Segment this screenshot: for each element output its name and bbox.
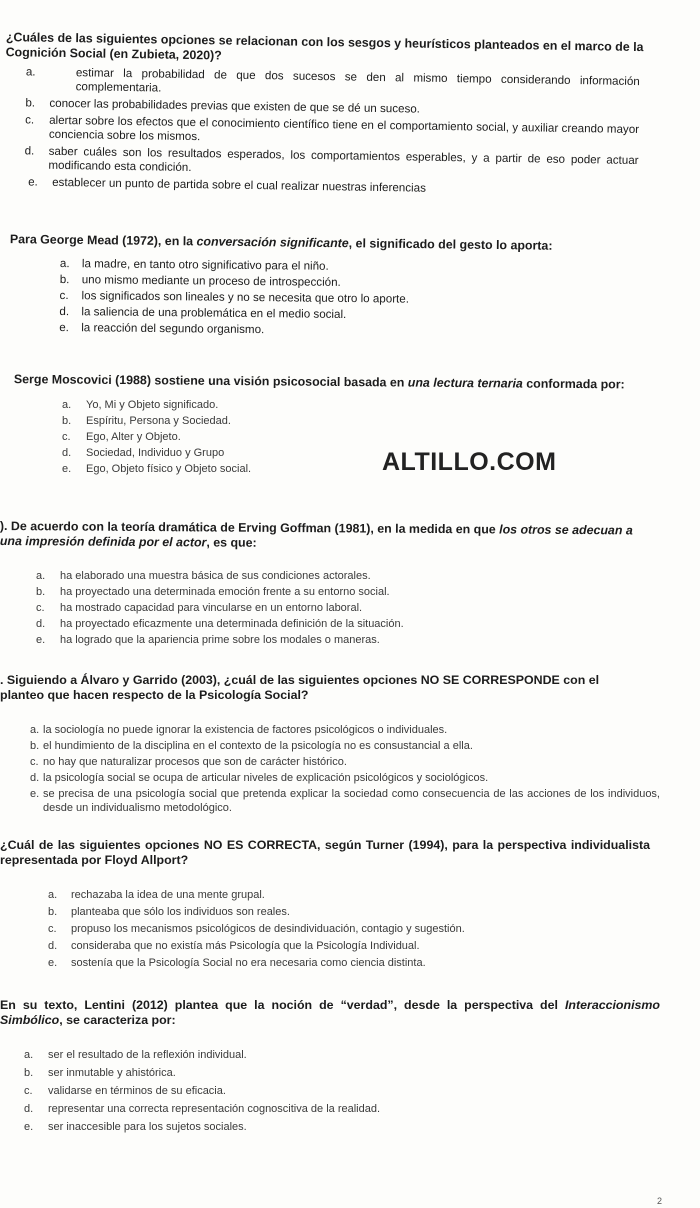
question-1-options [0, 65, 690, 200]
question-4-options [36, 569, 690, 647]
option-d [48, 939, 690, 953]
option-text: alertar sobre los efectos que el conocimiento científico tiene en el comportamiento social, y auxiliar creando mayor conciencia sobre los mismos. [48, 113, 640, 144]
option-text: Ego, Objeto físico y Objeto social. [86, 463, 252, 475]
option-letter: e. [48, 957, 58, 969]
question-5-stem: . Siguiendo a Álvaro y Garrido (2003), ¿cuál de las siguientes opciones NO SE CORRESPONDE con el planteo que hacen respecto de la Psicología Social? [0, 673, 600, 702]
option-letter: b. [36, 586, 46, 598]
option-letter: a. [36, 570, 46, 582]
question-2 [0, 232, 690, 335]
option-d [62, 446, 690, 460]
option-letter: d. [24, 1103, 34, 1115]
option-c [62, 430, 690, 444]
option-c [24, 1084, 690, 1098]
option-text: ser el resultado de la reflexión individual. [48, 1049, 247, 1061]
option-text: rechazaba la idea de una mente grupal. [71, 889, 265, 901]
option-letter: c. [48, 923, 57, 935]
option-text: se precisa de una psicología social que pretenda explicar la sociedad como consecuencia de las acciones de los individuos, desde un individualismo metodológico. [43, 788, 660, 814]
option-letter: d. [36, 618, 46, 630]
option-text: ha elaborado una muestra básica de sus condiciones actorales. [60, 570, 371, 582]
question-3 [0, 372, 690, 476]
option-d [24, 1102, 690, 1116]
option-letter: c. [36, 602, 45, 614]
option-letter: d. [30, 772, 40, 784]
question-1 [0, 30, 690, 195]
option-letter: e. [24, 1121, 34, 1133]
option-letter: d. [59, 304, 70, 319]
option-text: conocer las probabilidades previas que existen de que se dé un suceso. [49, 96, 421, 116]
option-text: los significados son lineales y no se necesita que otro lo aporte. [81, 289, 410, 306]
option-letter: b. [30, 740, 40, 752]
question-5 [0, 673, 690, 815]
option-letter: d. [48, 940, 58, 952]
watermark: ALTILLO.COM [382, 448, 557, 476]
option-letter: a. [24, 1049, 34, 1061]
option-text: el hundimiento de la disciplina en el contexto de la psicología no es consustancial a ella. [43, 740, 473, 752]
option-text: ser inmutable y ahistórica. [48, 1067, 176, 1079]
option-text: propuso los mecanismos psicológicos de desindividuación, contagio y sugestión. [71, 923, 465, 935]
option-text: ser inaccesible para los sujetos sociales. [48, 1121, 247, 1133]
option-letter: b. [48, 906, 58, 918]
question-7-stem: En su texto, Lentini (2012) plantea que la noción de “verdad”, desde la perspectiva del Interaccionismo Simbólico, se caracteriza por: [0, 998, 660, 1027]
option-e [30, 787, 690, 815]
question-6-options [48, 888, 690, 970]
question-4-stem: ). De acuerdo con la teoría dramática de Erving Goffman (1981), en la medida en que los otros se adecuan a una impresión definida por el actor, es que: [0, 519, 633, 550]
option-d [30, 771, 690, 785]
option-a [24, 1048, 690, 1062]
question-3-stem: Serge Moscovici (1988) sostiene una visión psicosocial basada en una lectura ternaria conformada por: [13, 372, 625, 392]
option-letter: b. [25, 96, 36, 110]
option-letter: c. [59, 288, 69, 303]
option-text: estimar la probabilidad de que dos sucesos se den al mismo tiempo considerando información complementaria. [75, 66, 640, 95]
option-text: Yo, Mi y Objeto significado. [86, 399, 219, 411]
question-6-stem: ¿Cuál de las siguientes opciones NO ES CORRECTA, según Turner (1994), para la perspectiva individualista representada por Floyd Allport? [0, 838, 650, 867]
page-number: 2 [656, 1196, 662, 1206]
option-e [36, 633, 690, 647]
option-text: la madre, en tanto otro significativo para el niño. [81, 257, 329, 273]
option-c [36, 601, 690, 615]
option-a [36, 569, 690, 583]
option-d [36, 617, 690, 631]
option-text: uno mismo mediante un proceso de introspección. [81, 273, 341, 289]
option-text: planteaba que sólo los individuos son reales. [71, 906, 290, 918]
option-text: Espíritu, Persona y Sociedad. [86, 415, 231, 427]
option-b [36, 585, 690, 599]
option-text: Ego, Alter y Objeto. [86, 431, 181, 443]
option-letter: c. [24, 1085, 33, 1097]
option-text: la reacción del segundo organismo. [81, 321, 265, 337]
option-text: ha proyectado una determinada emoción frente a su entorno social. [60, 586, 390, 598]
option-text: consideraba que no existía más Psicología que la Psicología Individual. [71, 940, 420, 952]
option-text: validarse en términos de su eficacia. [48, 1085, 226, 1097]
option-letter: c. [62, 431, 71, 443]
option-c [48, 922, 690, 936]
option-text: ha mostrado capacidad para vincularse en un entorno laboral. [60, 602, 363, 614]
question-2-options [59, 257, 690, 342]
option-letter: b. [62, 415, 72, 427]
option-text: sostenía que la Psicología Social no era necesaria como ciencia distinta. [71, 957, 426, 969]
option-text: no hay que naturalizar procesos que son de carácter histórico. [43, 756, 347, 768]
option-text: la psicología social se ocupa de articular niveles de explicación psicológicos y sociológicos. [43, 772, 489, 784]
option-text: la sociología no puede ignorar la existencia de factores psicológicos o individuales. [43, 724, 448, 736]
question-3-options [62, 398, 690, 476]
option-a [48, 888, 690, 902]
question-7-options [24, 1048, 690, 1134]
option-letter: a. [48, 889, 58, 901]
option-e [24, 1120, 690, 1134]
option-letter: a. [30, 724, 40, 736]
option-e [62, 462, 690, 476]
option-b [48, 905, 690, 919]
question-5-options [30, 723, 690, 815]
question-6 [0, 838, 690, 970]
option-letter: a. [59, 257, 70, 271]
option-letter: c. [30, 756, 39, 768]
option-text: establecer un punto de partida sobre el cual realizar nuestras inferencias [52, 175, 427, 195]
option-letter: e. [62, 463, 72, 475]
question-7 [0, 998, 690, 1134]
option-text: saber cuáles son los resultados esperados, los comportamientos esperables, y a partir de eso poder actuar modificando esta condición. [48, 144, 639, 175]
option-b [62, 414, 690, 428]
option-text: representar una correcta representación cognoscitiva de la realidad. [48, 1103, 381, 1115]
option-letter: e. [36, 634, 46, 646]
option-letter: b. [24, 1067, 34, 1079]
option-c [30, 755, 690, 769]
option-letter: d. [24, 144, 35, 158]
option-text: ha proyectado eficazmente una determinada definición de la situación. [60, 618, 404, 630]
option-text: Sociedad, Individuo y Grupo [86, 447, 225, 459]
question-4 [0, 519, 690, 647]
option-a [30, 723, 690, 737]
option-letter: e. [28, 175, 38, 189]
option-letter: e. [59, 320, 70, 335]
question-1-stem: ¿Cuáles de las siguientes opciones se relacionan con los sesgos y heurísticos planteados en el marco de la Cognición Social (en Zubieta, 2020)? [5, 30, 644, 63]
option-letter: a. [25, 65, 36, 79]
option-b [30, 739, 690, 753]
option-text: la saliencia de una problemática en el medio social. [81, 305, 347, 322]
option-letter: c. [25, 113, 35, 127]
option-a [62, 398, 690, 412]
option-b [24, 1066, 690, 1080]
question-2-stem: Para George Mead (1972), en la conversación significante, el significado del gesto lo aporta: [9, 232, 553, 253]
option-letter: a. [62, 399, 72, 411]
option-letter: d. [62, 447, 72, 459]
option-letter: e. [30, 788, 40, 800]
option-letter: b. [59, 272, 70, 287]
option-e [48, 956, 690, 970]
option-text: ha logrado que la apariencia prime sobre los modales o maneras. [60, 634, 380, 646]
